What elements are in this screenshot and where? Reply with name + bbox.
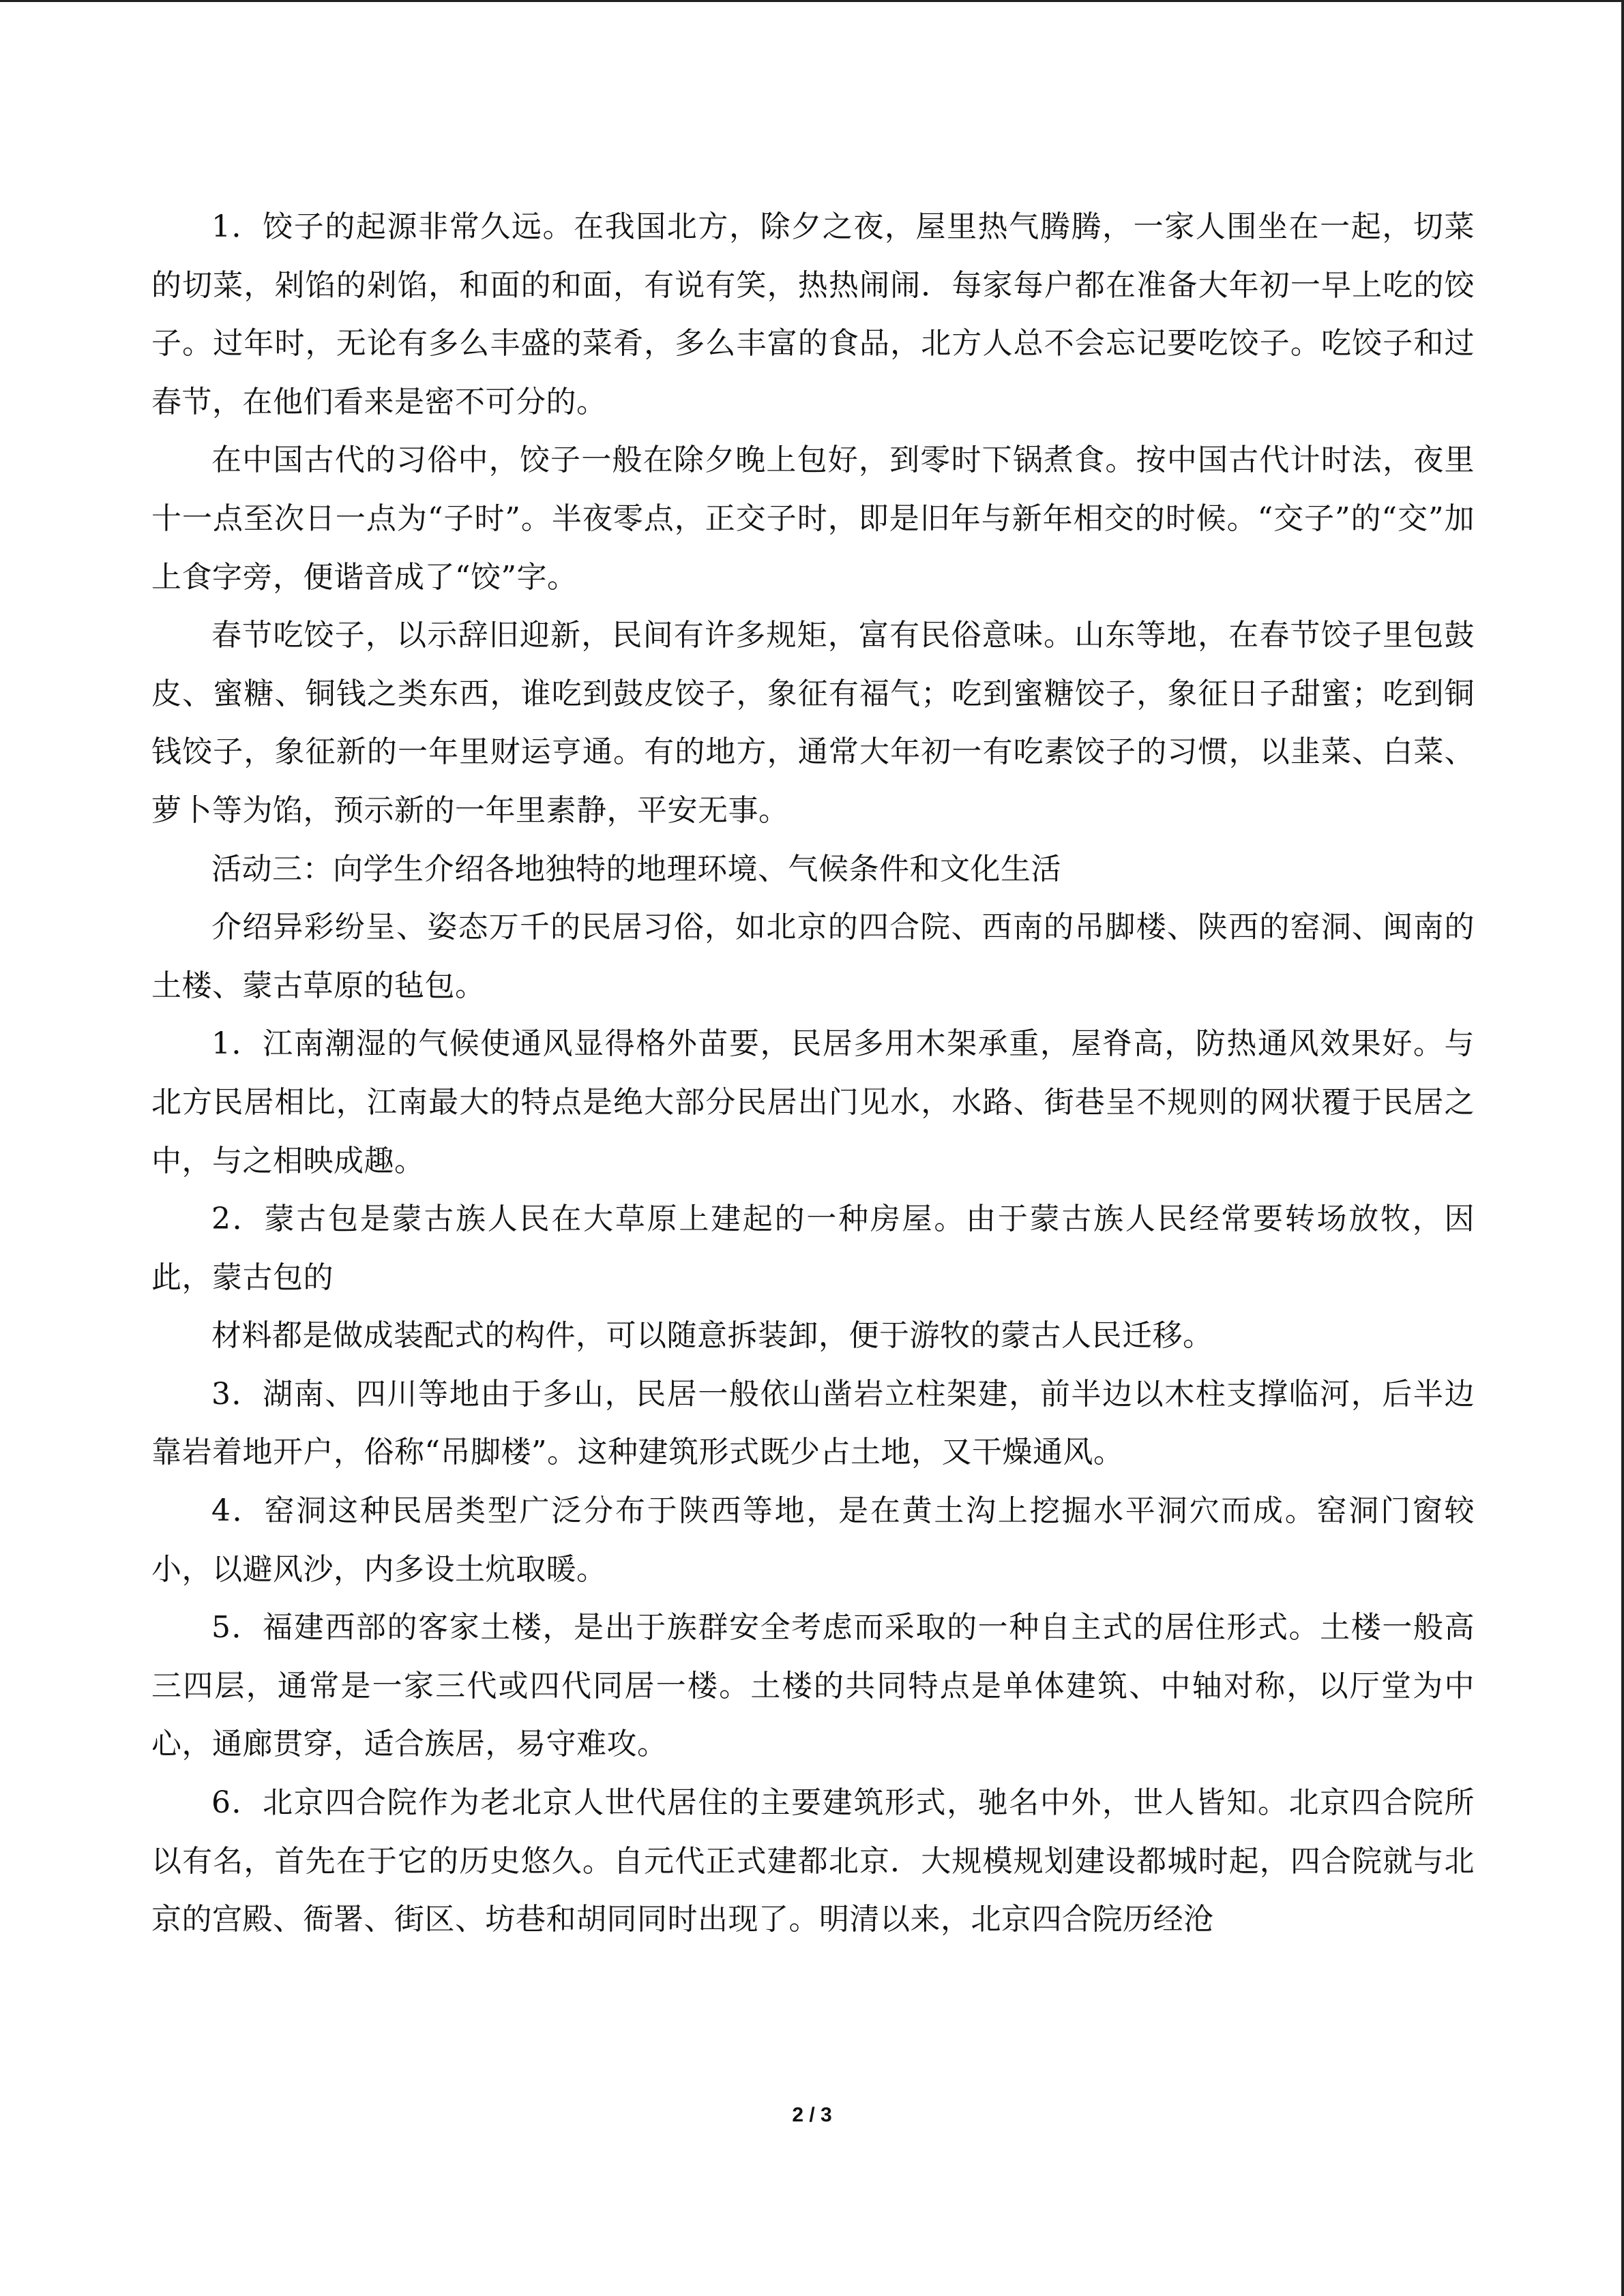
paragraph-cave-dwelling: 4．窑洞这种民居类型广泛分布于陕西等地，是在黄土沟上挖掘水平洞穴而成。窑洞门窗较小，以避风沙，内多设土炕取暖。 (151, 1493, 1475, 1587)
paragraph-dumpling-origin: 1．饺子的起源非常久远。在我国北方，除夕之夜，屋里热气腾腾，一家人围坐在一起，切菜的切菜，剁馅的剁馅，和面的和面，有说有笑，热热闹闹．每家每户都在准备大年初一早上吃的饺子。过年时，无论有多么丰盛的菜肴，多么丰富的食品，北方人总不会忘记要吃饺子。吃饺子和过春节，在他们看来是密不可分的。 (151, 209, 1475, 419)
document-body (151, 198, 1475, 1949)
paragraph-spring-festival: 春节吃饺子，以示辞旧迎新，民间有许多规矩，富有民俗意味。山东等地，在春节饺子里包鼓皮、蜜糖、铜钱之类东西，谁吃到鼓皮饺子，象征有福气；吃到蜜糖饺子，象征日子甜蜜；吃到铜钱饺子，象征新的一年里财运亨通。有的地方，通常大年初一有吃素饺子的习惯，以韭菜、白菜、萝卜等为馅，预示新的一年里素静，平安无事。 (151, 618, 1475, 828)
paragraph-ancient-custom: 在中国古代的习俗中，饺子一般在除夕晚上包好，到零时下锅煮食。按中国古代计时法，夜里十一点至次日一点为“子时”。半夜零点，正交子时，即是旧年与新年相交的时候。“交子”的“交”加上食字旁，便谐音成了“饺”字。 (151, 443, 1475, 595)
page-right-edge (1621, 0, 1624, 2296)
paragraph-activity-three: 活动三：向学生介绍各地独特的地理环境、气候条件和文化生活 (211, 851, 1061, 886)
paragraph-jiangnan: 1．江南潮湿的气候使通风显得格外苗要，民居多用木架承重，屋脊高，防热通风效果好。与北方民居相比，江南最大的特点是绝大部分民居出门见水，水路、街巷呈不规则的网状覆于民居之中，与之相映成趣。 (151, 1026, 1475, 1178)
paragraph-siheyuan: 6．北京四合院作为老北京人世代居住的主要建筑形式，驰名中外，世人皆知。北京四合院所以有名，首先在于它的历史悠久。自元代正式建都北京．大规模规划建设都城时起，四合院就与北京的宫殿、衙署、街区、坊巷和胡同同时出现了。明清以来，北京四合院历经沧 (151, 1785, 1475, 1937)
paragraph-mongolian-yurt: 2．蒙古包是蒙古族人民在大草原上建起的一种房屋。由于蒙古族人民经常要转场放牧，因此，蒙古包的 (151, 1202, 1475, 1295)
paragraph-stilt-house: 3．湖南、四川等地由于多山，民居一般依山凿岩立柱架建，前半边以木柱支撑临河，后半边靠岩着地开户，俗称“吊脚楼”。这种建筑形式既少占土地，又干燥通风。 (151, 1376, 1475, 1470)
paragraph-tulou: 5．福建西部的客家土楼，是出于族群安全考虑而采取的一种自主式的居住形式。土楼一般高三四层，通常是一家三代或四代同居一楼。土楼的共同特点是单体建筑、中轴对称，以厅堂为中心，通廊贯穿，适合族居，易守难攻。 (151, 1610, 1475, 1762)
paragraph-dwelling-intro: 介绍异彩纷呈、姿态万千的民居习俗，如北京的四合院、西南的吊脚楼、陕西的窑洞、闽南的土楼、蒙古草原的毡包。 (151, 910, 1475, 1003)
page-top-edge (0, 0, 1624, 2)
paragraph-yurt-materials: 材料都是做成装配式的构件，可以随意拆装卸，便于游牧的蒙古人民迁移。 (211, 1318, 1213, 1354)
page-number: 2 / 3 (792, 2104, 832, 2126)
